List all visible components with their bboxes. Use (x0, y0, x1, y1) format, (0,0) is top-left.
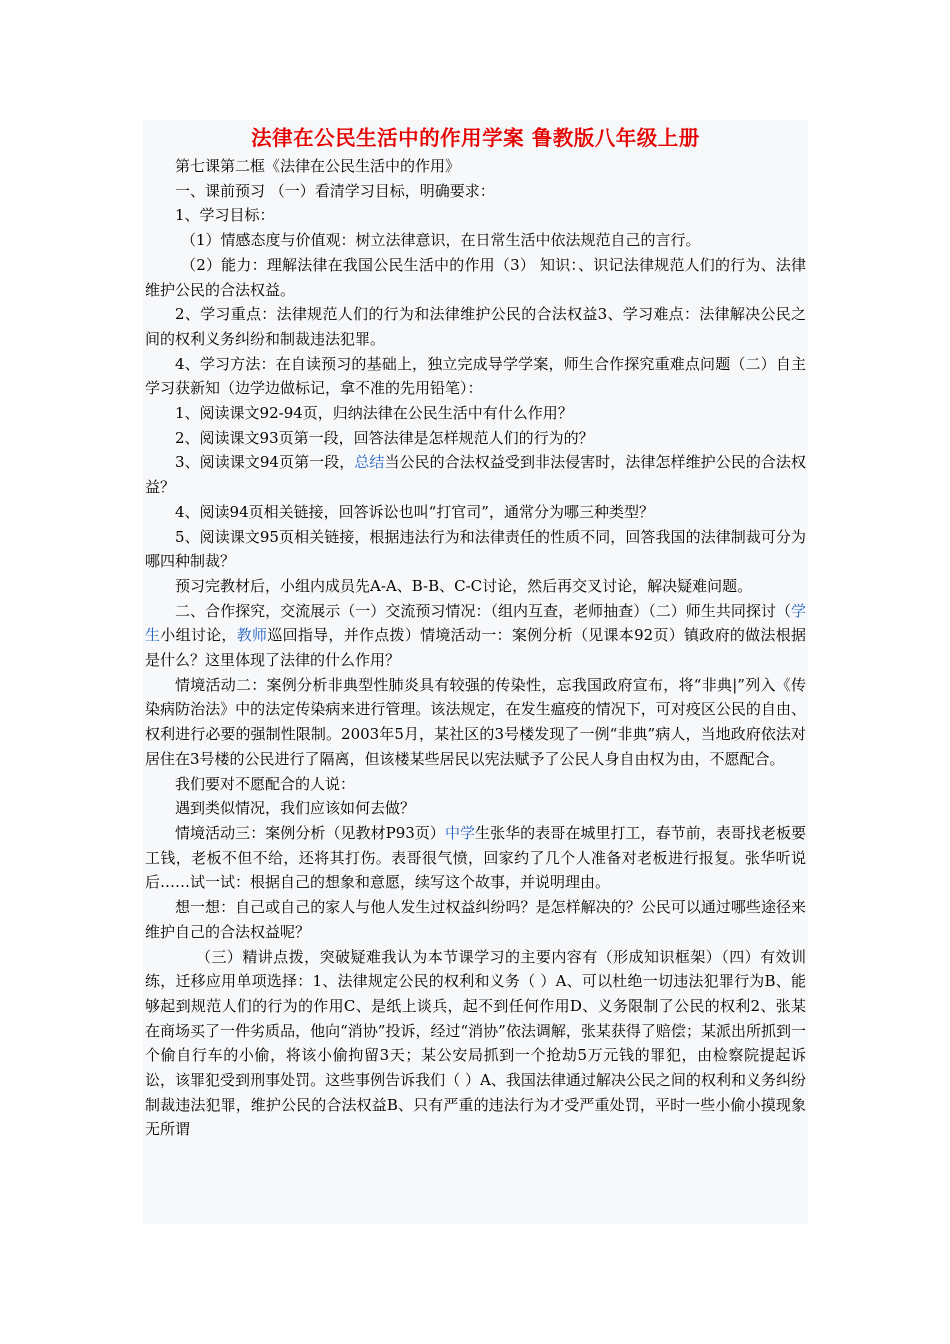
link-summary[interactable]: 总结 (354, 453, 385, 472)
paragraph: 4、阅读94页相关链接，回答诉讼也叫“打官司”，通常分为哪三种类型？ (175, 502, 654, 521)
paragraph: （2）能力：理解法律在我国公民生活中的作用（3） 知识：、识记法律规范人们的行为、法律维护公民的合法权益。 (145, 255, 806, 299)
paragraph: 遇到类似情况，我们应该如何去做？ (175, 799, 416, 818)
document-title: 法律在公民生活中的作用学案 鲁教版八年级上册 (251, 126, 700, 150)
paragraph: 预习完教材后，小组内成员先A-A、B-B、C-C讨论，然后再交叉讨论，解决疑难问题。 (175, 576, 753, 595)
paragraph-text: 巡回指导，并作点拨）情境活动一：案例分析（见课本92页）镇政府的做法根据是什么？这里体现了法律的什么作用？ (145, 626, 806, 670)
paragraph-text: 当公民的合法权益受到非法侵害时，法律怎样维护公民的合法权益？ (145, 453, 806, 497)
paragraph-text: 情境活动三：案例分析（见教材P93页） (175, 823, 445, 842)
paragraph: 一、课前预习 （一）看清学习目标，明确要求： (175, 181, 495, 200)
paragraph: 2、学习重点：法律规范人们的行为和法律维护公民的合法权益3、学习难点：法律解决公民之间的权利义务纠纷和制裁违法犯罪。 (145, 305, 806, 348)
link-student[interactable]: 学生 (145, 601, 806, 645)
link-middle-school[interactable]: 中学 (444, 823, 476, 842)
paragraph-text: 小组讨论， (160, 626, 237, 645)
paragraph (145, 821, 806, 895)
paragraph: 5、阅读课文95页相关链接，根据违法行为和法律责任的性质不同，回答我国的法律制裁可分为哪四种制裁？ (145, 527, 806, 571)
link-teacher[interactable]: 教师 (236, 626, 268, 645)
paragraph-text: 生张华的表哥在城里打工，春节前，表哥找老板要工钱，老板不但不给，还将其打伤。表哥很气愤，回家约了几个人准备对老板进行报复。张华听说后……试一试：根据自己的想象和意愿，续写这个故事，并说明理由。 (145, 823, 806, 892)
paragraph: 我们要对不愿配合的人说： (175, 774, 356, 793)
paragraph (145, 599, 806, 673)
lesson-heading: 第七课第二框《法律在公民生活中的作用》 (175, 157, 461, 175)
paragraph: 1、学习目标： (175, 206, 275, 225)
paragraph: 2、阅读课文93页第一段，回答法律是怎样规范人们的行为的？ (175, 428, 594, 447)
paragraph: （三）精讲点拨，突破疑难我认为本节课学习的主要内容有（形成知识框架）（四）有效训练，迁移应用单项选择：1、法律规定公民的权利和义务（ ）A、可以杜绝一切违法犯罪行为B、能够起到规范人们的行为的作用C、是纸上谈兵，起不到任何作用D、义务限制了公民的权利2、张某在商场买了一件劣质品，他向“消协”投诉，经过“消协”依法调解，张某获得了赔偿；某派出所抓到一个偷自行车的小偷，将该小偷拘留3天；某公安局抓到一个抢劫5万元钱的罪犯，由检察院提起诉讼，该罪犯受到刑事处罚。这些事例告诉我们（ ）A、我国法律通过解决公民之间的权利和义务纠纷制裁违法犯罪，维护公民的合法权益B、只有严重的违法行为才受严重处罚，平时一些小偷小摸现象无所谓 (145, 947, 806, 1139)
paragraph: 情境活动二：案例分析非典型性肺炎具有较强的传染性，忘我国政府宣布，将“非典|”列入《传染病防治法》中的法定传染病来进行管理。该法规定，在发生瘟疫的情况下，可对疫区公民的自由、权利进行必要的强制性限制。2003年5月，某社区的3号楼发现了一例“非典”病人，当地政府依法对居住在3号楼的公民进行了隔离，但该楼某些居民以宪法赋予了公民人身自由权为由，不愿配合。 (145, 675, 806, 768)
paragraph: 1、阅读课文92-94页，归纳法律在公民生活中有什么作用？ (175, 404, 573, 423)
paragraph (145, 450, 806, 499)
paragraph: （1）情感态度与价值观：树立法律意识，在日常生活中依法规范自己的言行。 (181, 231, 701, 250)
paragraph: 想一想：自己或自己的家人与他人发生过权益纠纷吗？是怎样解决的？公民可以通过哪些途径来维护自己的合法权益呢？ (145, 898, 806, 941)
paragraph: 4、学习方法：在自读预习的基础上，独立完成导学学案，师生合作探究重难点问题（二）自主学习获新知（边学边做标记，拿不准的先用铅笔）： (145, 354, 806, 398)
document-page (143, 120, 808, 1224)
document-body (143, 154, 808, 1142)
paragraph-text: 二、合作探究，交流展示（一）交流预习情况：（组内互查，老师抽查）（二）师生共同探讨（ (175, 601, 791, 620)
paragraph-text: 3、阅读课文94页第一段， (175, 453, 355, 472)
